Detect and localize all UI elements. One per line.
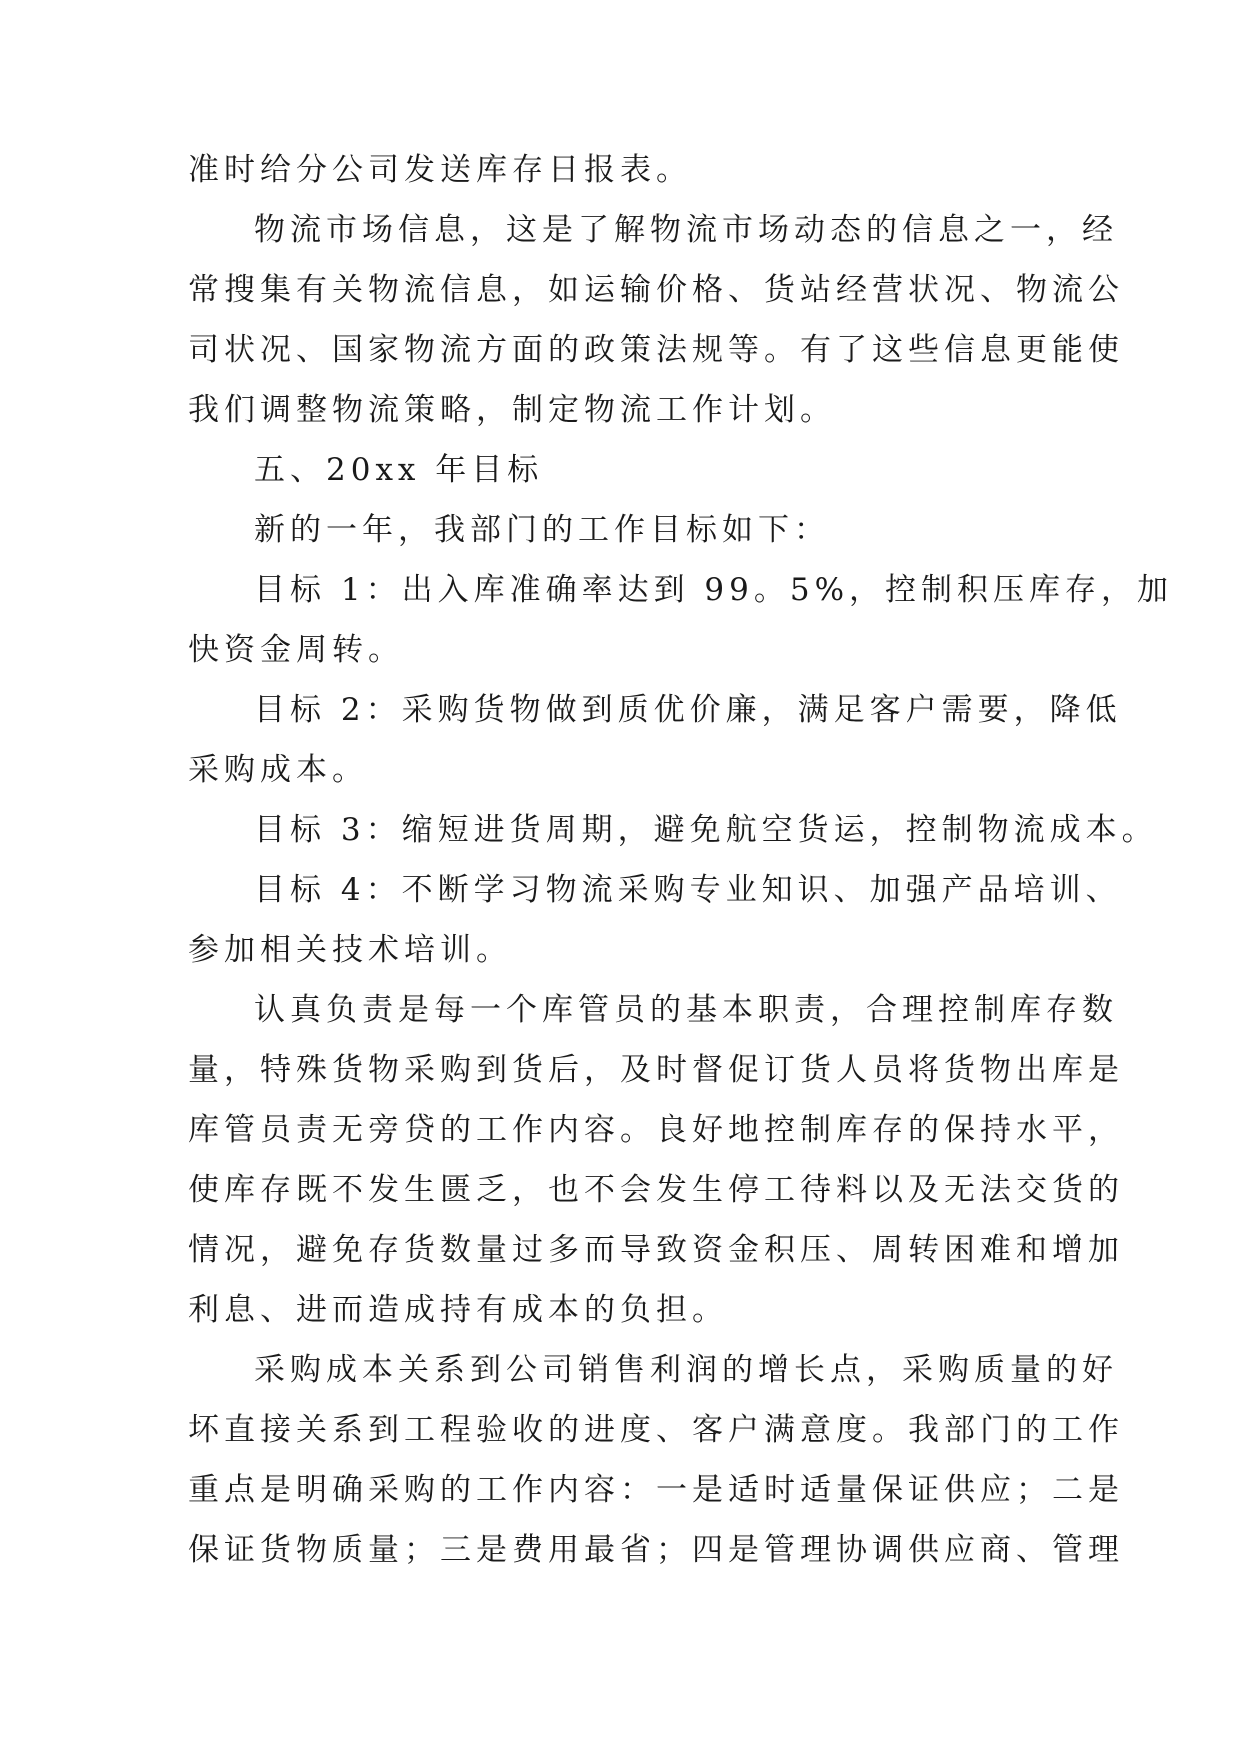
- goal-line: 目标 1：出入库准确率达到 99。5%，控制积压库存，加: [254, 572, 1174, 608]
- document-page: [188, 140, 1174, 1580]
- text-line: 司状况、国家物流方面的政策法规等。有了这些信息更能使: [188, 332, 1124, 368]
- text-line: 采购成本关系到公司销售利润的增长点，采购质量的好: [254, 1352, 1118, 1388]
- text-line: 我们调整物流策略，制定物流工作计划。: [188, 392, 836, 428]
- text-line: 量，特殊货物采购到货后，及时督促订货人员将货物出库是: [188, 1052, 1124, 1088]
- text-line: 快资金周转。: [188, 632, 404, 668]
- section-heading: 五、20xx 年目标: [254, 452, 544, 488]
- text-line: 新的一年，我部门的工作目标如下：: [254, 512, 830, 548]
- text-line: 库管员责无旁贷的工作内容。良好地控制库存的保持水平，: [188, 1112, 1124, 1148]
- text-line: 物流市场信息，这是了解物流市场动态的信息之一，经: [254, 212, 1118, 248]
- text-line: 利息、进而造成持有成本的负担。: [188, 1292, 728, 1328]
- text-line: 情况，避免存货数量过多而导致资金积压、周转困难和增加: [188, 1232, 1124, 1268]
- text-line: 重点是明确采购的工作内容：一是适时适量保证供应；二是: [188, 1472, 1124, 1508]
- text-line: 准时给分公司发送库存日报表。: [188, 152, 692, 188]
- text-line: 使库存既不发生匮乏，也不会发生停工待料以及无法交货的: [188, 1172, 1124, 1208]
- text-line: 采购成本。: [188, 752, 368, 788]
- goal-line: 目标 4：不断学习物流采购专业知识、加强产品培训、: [254, 872, 1122, 908]
- goal-line: 目标 3：缩短进货周期，避免航空货运，控制物流成本。: [254, 812, 1158, 848]
- text-line: 坏直接关系到工程验收的进度、客户满意度。我部门的工作: [188, 1412, 1124, 1448]
- text-line: 保证货物质量；三是费用最省；四是管理协调供应商、管理: [188, 1532, 1124, 1568]
- goal-line: 目标 2：采购货物做到质优价廉，满足客户需要，降低: [254, 692, 1122, 728]
- text-line: 认真负责是每一个库管员的基本职责，合理控制库存数: [254, 992, 1118, 1028]
- text-line: 参加相关技术培训。: [188, 932, 512, 968]
- text-line: 常搜集有关物流信息，如运输价格、货站经营状况、物流公: [188, 272, 1124, 308]
